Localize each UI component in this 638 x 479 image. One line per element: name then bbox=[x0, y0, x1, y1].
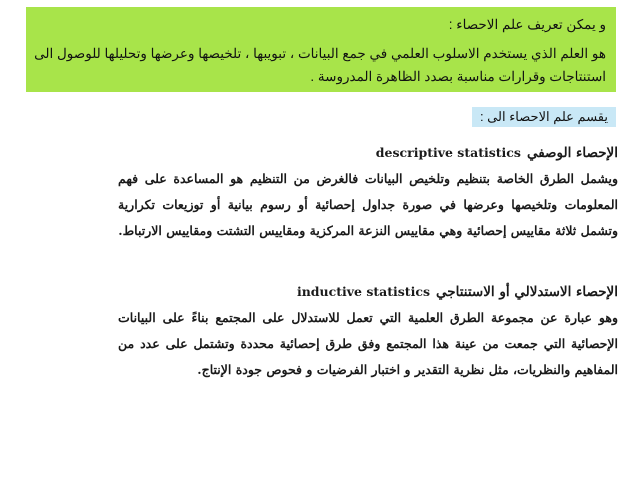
definition-body: هو العلم الذي يستخدم الاسلوب العلمي في جمع البيانات ، تبويبها ، تلخيصها وعرضها وتحليلها للوصول الى استنتاجات وقرارات مناسبة بصدد الظاهرة المدروسة . bbox=[34, 46, 606, 84]
descriptive-heading bbox=[118, 140, 618, 166]
division-label: يقسم علم الاحصاء الى : bbox=[472, 107, 616, 127]
inductive-heading-ar: الإحصاء الاستدلالي أو الاستنتاجي bbox=[435, 284, 618, 300]
descriptive-section bbox=[118, 140, 618, 244]
descriptive-heading-ar: الإحصاء الوصفي bbox=[526, 145, 618, 161]
definition-box bbox=[26, 7, 616, 92]
inductive-heading bbox=[118, 279, 618, 305]
inductive-text: وهو عبارة عن مجموعة الطرق العلمية التي تعمل للاستدلال على المجتمع بناءً على البيانات الإحصائية التي جمعت من عينة هذا المجتمع وفق طرق إحصائية محددة وتشتمل على عدد من المفاهيم والنظريات، مثل نظرية التقدير و اختبار الفرضيات و فحوص جودة الإنتاج. bbox=[118, 310, 618, 377]
descriptive-text: ويشمل الطرق الخاصة بتنظيم وتلخيص البيانات فالغرض من التنظيم هو المساعدة على فهم المعلومات وتلخيصها وعرضها في صورة جداول إحصائية أو رسوم بيانية أو توزيعات تكرارية وتشمل ثلاثة مقاييس إحصائية وهي مقاييس النزعة المركزية ومقاييس التشتت ومقاييس الارتباط. bbox=[118, 171, 618, 238]
inductive-section bbox=[118, 279, 618, 383]
inductive-heading-en: inductive statistics bbox=[296, 284, 430, 299]
descriptive-heading-en: descriptive statistics bbox=[375, 145, 521, 160]
definition-title: و يمكن تعريف علم الاحصاء : bbox=[448, 17, 606, 32]
